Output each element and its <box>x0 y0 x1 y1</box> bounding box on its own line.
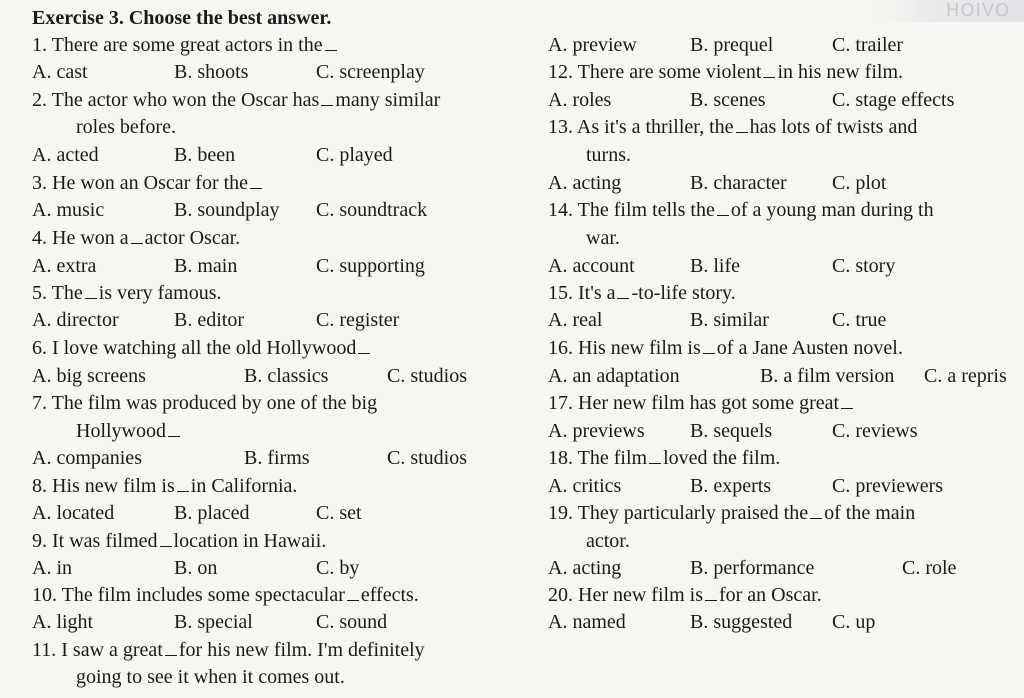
question-12: 12. There are some violent in his new film. <box>548 61 903 83</box>
answer-blank <box>358 337 370 354</box>
q1-option-a[interactable]: A. cast <box>32 61 88 83</box>
q17-option-c[interactable]: C. reviews <box>832 420 918 442</box>
q15-option-c[interactable]: C. true <box>832 309 887 331</box>
question-13-continued: turns. <box>586 144 631 166</box>
answer-blank <box>321 89 333 106</box>
q2-option-c[interactable]: C. played <box>316 144 393 166</box>
question-7-continued: Hollywood <box>76 419 182 443</box>
q8-option-c[interactable]: C. set <box>316 502 362 524</box>
q2-option-b[interactable]: B. been <box>174 144 236 166</box>
q6-option-a[interactable]: A. big screens <box>32 365 146 387</box>
q5-option-c[interactable]: C. register <box>316 309 400 331</box>
q6-option-c[interactable]: C. studios <box>387 365 468 387</box>
q8-option-b[interactable]: B. placed <box>174 502 250 524</box>
question-18: 18. The film loved the film. <box>548 447 781 469</box>
question-10: 10. The film includes some spectacular effects. <box>32 584 419 606</box>
q18-option-b[interactable]: B. experts <box>690 475 772 497</box>
answer-blank <box>250 172 262 189</box>
q5-option-a[interactable]: A. director <box>32 309 119 331</box>
answer-blank <box>763 61 775 78</box>
answer-blank <box>85 282 97 299</box>
q19-option-a[interactable]: A. acting <box>548 557 622 579</box>
q16-option-a[interactable]: A. an adaptation <box>548 365 680 387</box>
question-19-continued: actor. <box>586 530 630 552</box>
q10-option-c[interactable]: C. sound <box>316 611 388 633</box>
question-2-continued: roles before. <box>76 116 176 138</box>
watermark <box>874 0 1024 22</box>
question-19: 19. They particularly praised the of the main <box>548 502 916 524</box>
q3-option-c[interactable]: C. soundtrack <box>316 199 428 221</box>
q12-option-c[interactable]: C. stage effects <box>832 89 955 111</box>
question-2: 2. The actor who won the Oscar has many similar <box>32 89 441 111</box>
q1-option-b[interactable]: B. shoots <box>174 61 249 83</box>
question-20: 20. Her new film is for an Oscar. <box>548 584 822 606</box>
q4-option-b[interactable]: B. main <box>174 255 238 277</box>
exercise-title: Exercise 3. Choose the best answer. <box>32 7 332 29</box>
q12-option-b[interactable]: B. scenes <box>690 89 766 111</box>
q20-option-a[interactable]: A. named <box>548 611 626 633</box>
q16-option-c[interactable]: C. a repris <box>924 365 1007 387</box>
q13-option-b[interactable]: B. character <box>690 172 787 194</box>
answer-blank <box>165 639 177 656</box>
question-14: 14. The film tells the of a young man during th <box>548 199 934 221</box>
q9-option-c[interactable]: C. by <box>316 557 360 579</box>
question-15: 15. It's a -to-life story. <box>548 282 736 304</box>
answer-blank <box>649 447 661 464</box>
question-14-continued: war. <box>586 227 620 249</box>
answer-blank <box>810 502 822 519</box>
question-13: 13. As it's a thriller, the has lots of twists and <box>548 116 918 138</box>
q12-option-a[interactable]: A. roles <box>548 89 612 111</box>
q5-option-b[interactable]: B. editor <box>174 309 244 331</box>
q17-option-a[interactable]: A. previews <box>548 420 645 442</box>
q8-option-a[interactable]: A. located <box>32 502 115 524</box>
q9-option-a[interactable]: A. in <box>32 557 72 579</box>
answer-blank <box>160 530 172 547</box>
question-3: 3. He won an Oscar for the <box>32 171 264 195</box>
question-6: 6. I love watching all the old Hollywood <box>32 336 372 360</box>
question-4: 4. He won a actor Oscar. <box>32 227 241 249</box>
q11-option-a[interactable]: A. preview <box>548 34 637 56</box>
q14-option-c[interactable]: C. story <box>832 255 896 277</box>
question-17: 17. Her new film has got some great <box>548 391 855 415</box>
question-11-continued: going to see it when it comes out. <box>76 666 345 688</box>
q3-option-a[interactable]: A. music <box>32 199 105 221</box>
answer-blank <box>705 584 717 601</box>
question-7: 7. The film was produced by one of the big <box>32 392 378 414</box>
question-9: 9. It was filmed location in Hawaii. <box>32 530 327 552</box>
q2-option-a[interactable]: A. acted <box>32 144 99 166</box>
q15-option-b[interactable]: B. similar <box>690 309 769 331</box>
q13-option-a[interactable]: A. acting <box>548 172 622 194</box>
q14-option-a[interactable]: A. account <box>548 255 635 277</box>
q15-option-a[interactable]: A. real <box>548 309 603 331</box>
q7-option-b[interactable]: B. firms <box>244 447 310 469</box>
question-1 <box>32 33 339 57</box>
q11-option-b[interactable]: B. prequel <box>690 34 774 56</box>
q3-option-b[interactable]: B. soundplay <box>174 199 280 221</box>
question-16: 16. His new film is of a Jane Austen novel. <box>548 337 903 359</box>
question-8: 8. His new film is in California. <box>32 475 298 497</box>
q18-option-c[interactable]: C. previewers <box>832 475 944 497</box>
q1-option-c[interactable]: C. screenplay <box>316 61 425 83</box>
answer-blank <box>131 227 143 244</box>
answer-blank <box>617 282 629 299</box>
q19-option-b[interactable]: B. performance <box>690 557 815 579</box>
q7-option-c[interactable]: C. studios <box>387 447 468 469</box>
q13-option-c[interactable]: C. plot <box>832 172 887 194</box>
q18-option-a[interactable]: A. critics <box>548 475 622 497</box>
answer-blank <box>717 199 729 216</box>
watermark-text: HOIVO <box>945 0 1010 21</box>
question-11: 11. I saw a great for his new film. I'm definitely <box>32 639 425 661</box>
answer-blank <box>703 337 715 354</box>
q20-option-c[interactable]: C. up <box>832 611 876 633</box>
answer-blank <box>347 584 359 601</box>
answer-blank <box>325 34 337 51</box>
q4-option-c[interactable]: C. supporting <box>316 255 425 277</box>
q10-option-b[interactable]: B. special <box>174 611 253 633</box>
q16-option-b[interactable]: B. a film version <box>760 365 895 387</box>
q4-option-a[interactable]: A. extra <box>32 255 97 277</box>
answer-blank <box>841 392 853 409</box>
answer-blank <box>736 116 748 133</box>
q20-option-b[interactable]: B. suggested <box>690 611 793 633</box>
q17-option-b[interactable]: B. sequels <box>690 420 773 442</box>
q7-option-a[interactable]: A. companies <box>32 447 142 469</box>
question-5: 5. The is very famous. <box>32 282 222 304</box>
q6-option-b[interactable]: B. classics <box>244 365 329 387</box>
q9-option-b[interactable]: B. on <box>174 557 218 579</box>
answer-blank <box>168 420 180 437</box>
q11-option-c[interactable]: C. trailer <box>832 34 904 56</box>
q10-option-a[interactable]: A. light <box>32 611 94 633</box>
q19-option-c[interactable]: C. role <box>902 557 957 579</box>
question-text: 1. There are some great actors in the <box>32 34 323 56</box>
answer-blank <box>177 475 189 492</box>
q14-option-b[interactable]: B. life <box>690 255 740 277</box>
